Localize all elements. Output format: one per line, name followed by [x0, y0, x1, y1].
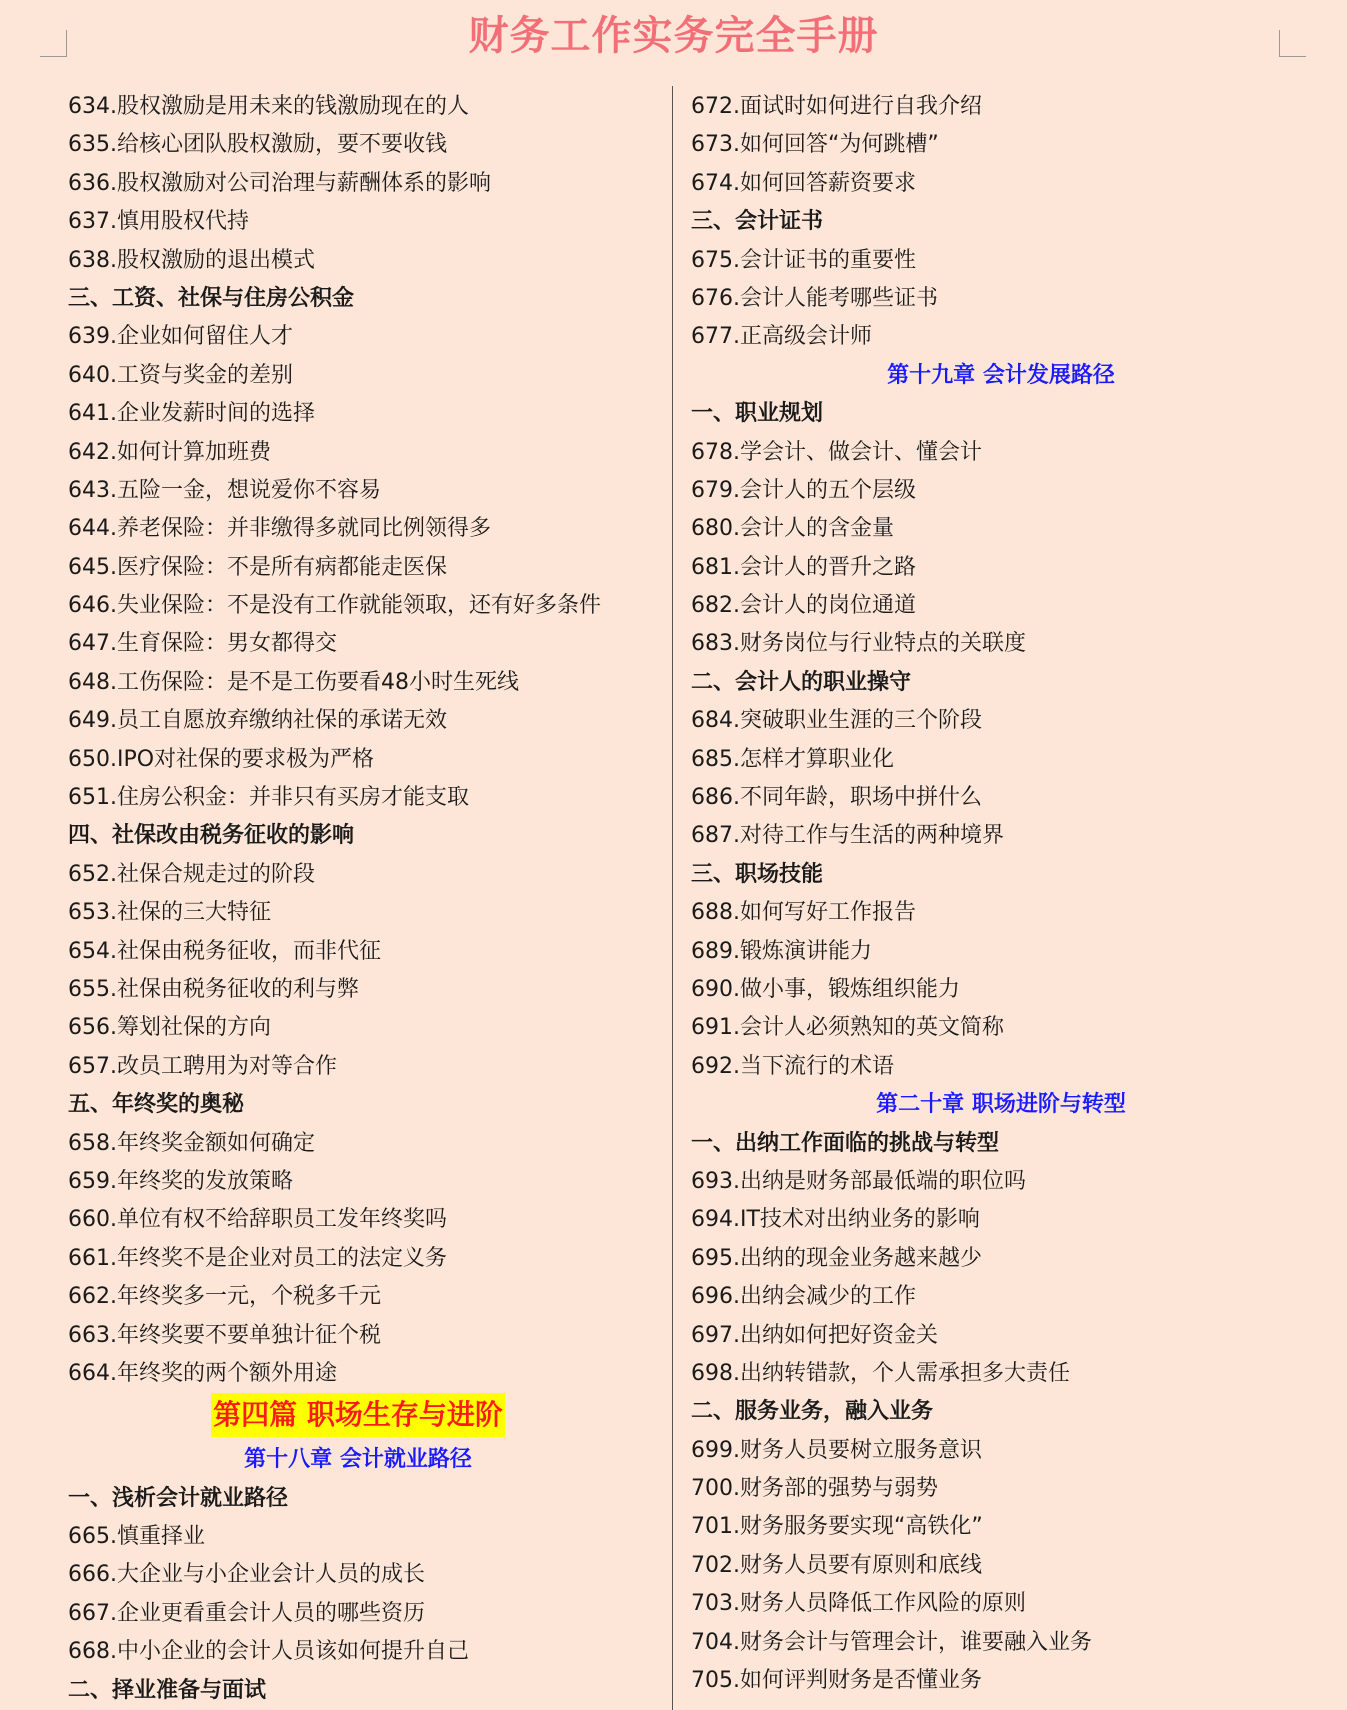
toc-item: 652.社保合规走过的阶段: [68, 861, 315, 887]
toc-item: 687.对待工作与生活的两种境界: [691, 823, 1004, 849]
toc-item: 675.会计证书的重要性: [691, 247, 916, 273]
toc-item: 677.正高级会计师: [691, 324, 872, 350]
toc-item: 661.年终奖不是企业对员工的法定义务: [68, 1245, 447, 1271]
part-heading: [68, 1393, 648, 1441]
toc-item: 684.突破职业生涯的三个阶段: [691, 708, 982, 734]
toc-item: 650.IPO对社保的要求极为严格: [68, 746, 375, 772]
section-heading: 一、浅析会计就业路径: [68, 1485, 289, 1511]
toc-item: 657.改员工聘用为对等合作: [68, 1053, 337, 1079]
chapter-heading: 第二十章 职场进阶与转型: [876, 1092, 1126, 1118]
toc-item: 668.中小企业的会计人员该如何提升自己: [68, 1639, 469, 1665]
toc-item: 701.财务服务要实现“高铁化”: [691, 1514, 983, 1540]
toc-item: 682.会计人的岗位通道: [691, 593, 916, 619]
section-heading: 二、会计人的职业操守: [691, 669, 912, 695]
toc-item: 634.股权激励是用未来的钱激励现在的人: [68, 94, 469, 119]
toc-item: 696.出纳会减少的工作: [691, 1284, 916, 1310]
toc-item: 655.社保由税务征收的利与弊: [68, 976, 359, 1002]
section-heading: 一、职业规划: [691, 401, 824, 427]
section-heading: 三、职场技能: [691, 861, 824, 887]
toc-item: 681.会计人的晋升之路: [691, 554, 916, 580]
toc-item: 636.股权激励对公司治理与薪酬体系的影响: [68, 170, 491, 196]
toc-item: 648.工伤保险：是不是工伤要看48小时生死线: [68, 669, 519, 695]
toc-item: 660.单位有权不给辞职员工发年终奖吗: [68, 1207, 447, 1233]
toc-item: 703.财务人员降低工作风险的原则: [691, 1591, 1026, 1617]
toc-item: 674.如何回答薪资要求: [691, 170, 916, 196]
toc-item: 640.工资与奖金的差别: [68, 362, 293, 388]
toc-item: 690.做小事，锻炼组织能力: [691, 976, 960, 1002]
toc-item: 698.出纳转错款，个人需承担多大责任: [691, 1360, 1070, 1386]
toc-item: 656.筹划社保的方向: [68, 1015, 271, 1041]
section-heading: 三、会计证书: [691, 209, 824, 235]
toc-item: 704.财务会计与管理会计，谁要融入业务: [691, 1629, 1092, 1655]
toc-item: 705.如何评判财务是否懂业务: [691, 1668, 982, 1694]
toc-item: 692.当下流行的术语: [691, 1053, 894, 1079]
toc-item: 654.社保由税务征收，而非代征: [68, 938, 381, 964]
chapter-heading: 第十九章 会计发展路径: [887, 362, 1115, 388]
column-divider: [672, 86, 673, 1710]
toc-item: 653.社保的三大特征: [68, 900, 271, 926]
toc-item: 699.财务人员要树立服务意识: [691, 1437, 982, 1463]
toc-item: 688.如何写好工作报告: [691, 900, 916, 926]
part-heading-label: 第四篇 职场生存与进阶: [211, 1393, 505, 1437]
toc-item: 651.住房公积金：并非只有买房才能支取: [68, 785, 469, 811]
toc-item: 685.怎样才算职业化: [691, 746, 894, 772]
toc-item: 645.医疗保险：不是所有病都能走医保: [68, 554, 447, 580]
toc-item: 695.出纳的现金业务越来越少: [691, 1245, 982, 1271]
section-heading: 三、工资、社保与住房公积金: [68, 285, 355, 311]
toc-item: 638.股权激励的退出模式: [68, 247, 315, 273]
toc-item: 694.IT技术对出纳业务的影响: [691, 1207, 980, 1233]
toc-item: 637.慎用股权代持: [68, 209, 249, 235]
toc-item: 686.不同年龄，职场中拼什么: [691, 785, 982, 811]
toc-item: 649.员工自愿放弃缴纳社保的承诺无效: [68, 708, 447, 734]
toc-item: 665.慎重择业: [68, 1524, 205, 1550]
section-heading: 一、出纳工作面临的挑战与转型: [691, 1130, 1000, 1156]
toc-item: 639.企业如何留住人才: [68, 324, 293, 350]
toc-item: 644.养老保险：并非缴得多就同比例领得多: [68, 516, 491, 542]
toc-item: 700.财务部的强势与弱势: [691, 1476, 938, 1502]
toc-item: 672.面试时如何进行自我介绍: [691, 94, 982, 119]
toc-item: 666.大企业与小企业会计人员的成长: [68, 1562, 425, 1588]
toc-item: 691.会计人必须熟知的英文简称: [691, 1015, 1004, 1041]
toc-item: 680.会计人的含金量: [691, 516, 894, 542]
toc-item: 659.年终奖的发放策略: [68, 1168, 293, 1194]
toc-item: 663.年终奖要不要单独计征个税: [68, 1322, 381, 1348]
toc-item: 662.年终奖多一元，个税多千元: [68, 1284, 381, 1310]
toc-item: 647.生育保险：男女都得交: [68, 631, 337, 657]
toc-item: 702.财务人员要有原则和底线: [691, 1552, 982, 1578]
toc-item: 673.如何回答“为何跳槽”: [691, 132, 939, 158]
toc-item: 664.年终奖的两个额外用途: [68, 1360, 337, 1386]
toc-item: 676.会计人能考哪些证书: [691, 285, 938, 311]
section-heading: 二、择业准备与面试: [68, 1677, 267, 1703]
section-heading: 五、年终奖的奥秘: [68, 1092, 245, 1118]
chapter-heading: 第十八章 会计就业路径: [244, 1447, 472, 1473]
toc-item: 667.企业更看重会计人员的哪些资历: [68, 1600, 425, 1626]
toc-item: 683.财务岗位与行业特点的关联度: [691, 631, 1026, 657]
toc-item: 693.出纳是财务部最低端的职位吗: [691, 1168, 1026, 1194]
left-column: [68, 88, 648, 1710]
toc-item: 697.出纳如何把好资金关: [691, 1322, 938, 1348]
toc-item: 642.如何计算加班费: [68, 439, 271, 465]
toc-item: 643.五险一金，想说爱你不容易: [68, 477, 381, 503]
toc-item: 658.年终奖金额如何确定: [68, 1130, 315, 1156]
toc-item: 689.锻炼演讲能力: [691, 938, 872, 964]
toc-item: 635.给核心团队股权激励，要不要收钱: [68, 132, 447, 158]
toc-item: 679.会计人的五个层级: [691, 477, 916, 503]
toc-item: 641.企业发薪时间的选择: [68, 401, 315, 427]
document-title: 财务工作实务完全手册: [468, 13, 879, 59]
toc-item: 646.失业保险：不是没有工作就能领取，还有好多条件: [68, 593, 601, 619]
section-heading: 二、服务业务，融入业务: [691, 1399, 934, 1425]
section-heading: 四、社保改由税务征收的影响: [68, 823, 355, 849]
toc-item: 678.学会计、做会计、懂会计: [691, 439, 982, 465]
right-column: [691, 88, 1311, 1700]
